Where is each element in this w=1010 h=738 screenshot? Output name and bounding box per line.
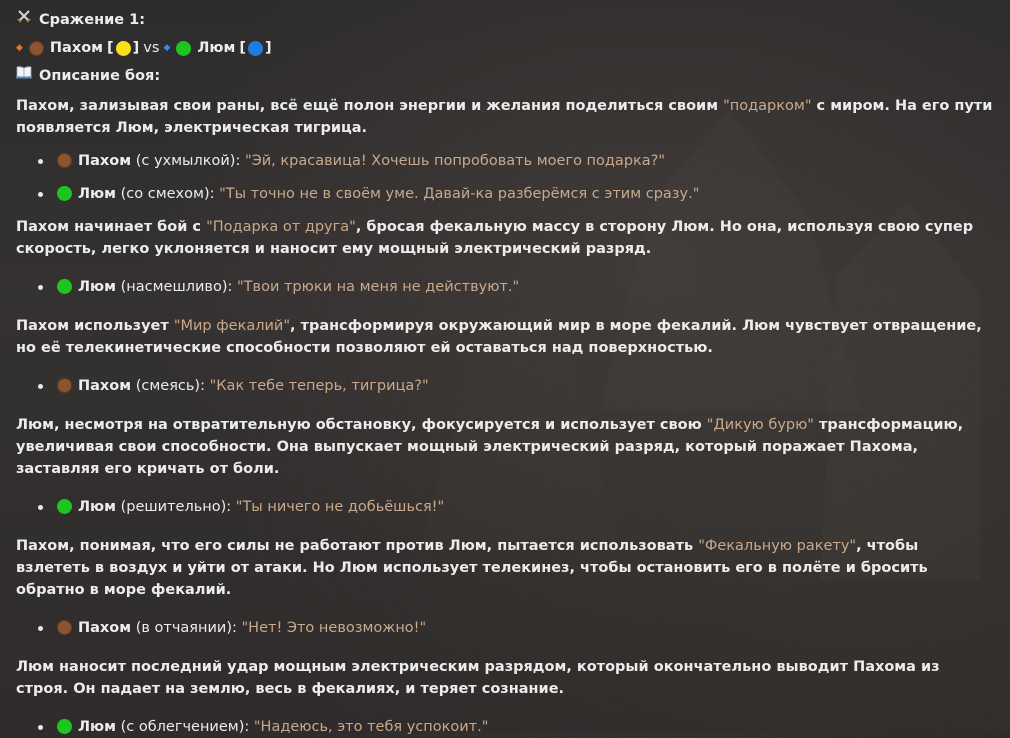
dialogue-list [16, 150, 996, 205]
green-circle-icon [176, 41, 191, 56]
dialogue-list [16, 496, 996, 518]
description-title: Описание боя: [39, 68, 161, 84]
dialogue-item: Пахом (смеясь): "Как тебе теперь, тигрица?" [16, 375, 996, 397]
green-circle-icon [57, 499, 72, 514]
blue-diamond-icon: ◆ [163, 43, 171, 53]
dialogue-list [16, 276, 996, 298]
bracket-open: [ [107, 40, 114, 56]
speaker-name: Пахом [78, 378, 132, 394]
dialogue-item: Пахом (с ухмылкой): "Эй, красавица! Хочешь попробовать моего подарка?" [16, 150, 996, 172]
speaker-name: Люм [78, 719, 116, 735]
crossed-swords-icon [16, 8, 34, 32]
description-heading [16, 65, 996, 87]
versus-line [16, 37, 996, 59]
dialogue-item: Люм (со смехом): "Ты точно не в своём уме. Давай-ка разберёмся с этим сразу." [16, 183, 996, 205]
dialogue-list [16, 617, 996, 639]
speaker-name: Люм [78, 186, 116, 202]
vs-label: vs [143, 40, 160, 56]
orange-diamond-icon: ◆ [16, 43, 23, 53]
story-paragraph: Пахом, зализывая свои раны, всё ещё полон энергии и желания поделиться своим "подарком" с миром. На его пути появляется Люм, электрическая тигрица. [16, 98, 993, 136]
brown-circle-icon [29, 41, 44, 56]
green-circle-icon [57, 279, 72, 294]
story-paragraph: Пахом начинает бой с "Подарка от друга", бросая фекальную массу в сторону Люм. Но она, используя свою супер скорость, легко уклоняется и наносит ему мощный электрический разряд. [16, 219, 974, 257]
dialogue-item: Пахом (в отчаянии): "Нет! Это невозможно!" [16, 617, 996, 639]
story-paragraph: Люм, несмотря на отвратительную обстановку, фокусируется и использует свою "Дикую бурю" трансформацию, увеличивая свои способности. Она выпускает мощный электрический разряд, который поражает Пахома, заставляя его кричать от боли. [16, 417, 964, 477]
yellow-circle-icon [116, 41, 131, 56]
dialogue-item: Люм (решительно): "Ты ничего не добьёшься!" [16, 496, 996, 518]
dialogue-item: Люм (насмешливо): "Твои трюки на меня не действуют." [16, 276, 996, 298]
brown-circle-icon [57, 153, 72, 168]
bracket-close: ] [265, 40, 272, 56]
green-circle-icon [57, 186, 72, 201]
bracket-close: ] [132, 40, 140, 56]
speaker-name: Люм [78, 279, 116, 295]
story-paragraph: Пахом использует "Мир фекалий", трансформируя окружающий мир в море фекалий. Люм чувствует отвращение, но её телекинетические способности позволяют ей оставаться над поверхностью. [16, 318, 982, 356]
battle-heading [16, 9, 996, 31]
brown-circle-icon [57, 378, 72, 393]
story-paragraph: Люм наносит последний удар мощным электрическим разрядом, который окончательно выводит Пахома из строя. Он падает на землю, весь в фекалиях, и теряет сознание. [16, 659, 940, 697]
fighter1-name: Пахом [49, 40, 104, 56]
speaker-name: Люм [78, 499, 116, 515]
battle-message [16, 9, 996, 738]
dialogue-item: Люм (с облегчением): "Надеюсь, это тебя успокоит." [16, 716, 996, 738]
speaker-name: Пахом [78, 153, 132, 169]
story-paragraph: Пахом, понимая, что его силы не работают против Люм, пытается использовать "Фекальную ракету", чтобы взлететь в воздух и уйти от атаки. Но Люм использует телекинез, чтобы остановить его в полёте и бросить обратно в море фекалий. [16, 538, 928, 598]
battle-title: Сражение 1: [39, 12, 146, 28]
open-book-icon [16, 65, 34, 87]
blue-circle-icon [248, 41, 263, 56]
dialogue-list [16, 716, 996, 738]
dialogue-list [16, 375, 996, 397]
fighter2-name: Люм [197, 40, 236, 56]
bracket-open: [ [239, 40, 246, 56]
brown-circle-icon [57, 620, 72, 635]
speaker-name: Пахом [78, 620, 132, 636]
